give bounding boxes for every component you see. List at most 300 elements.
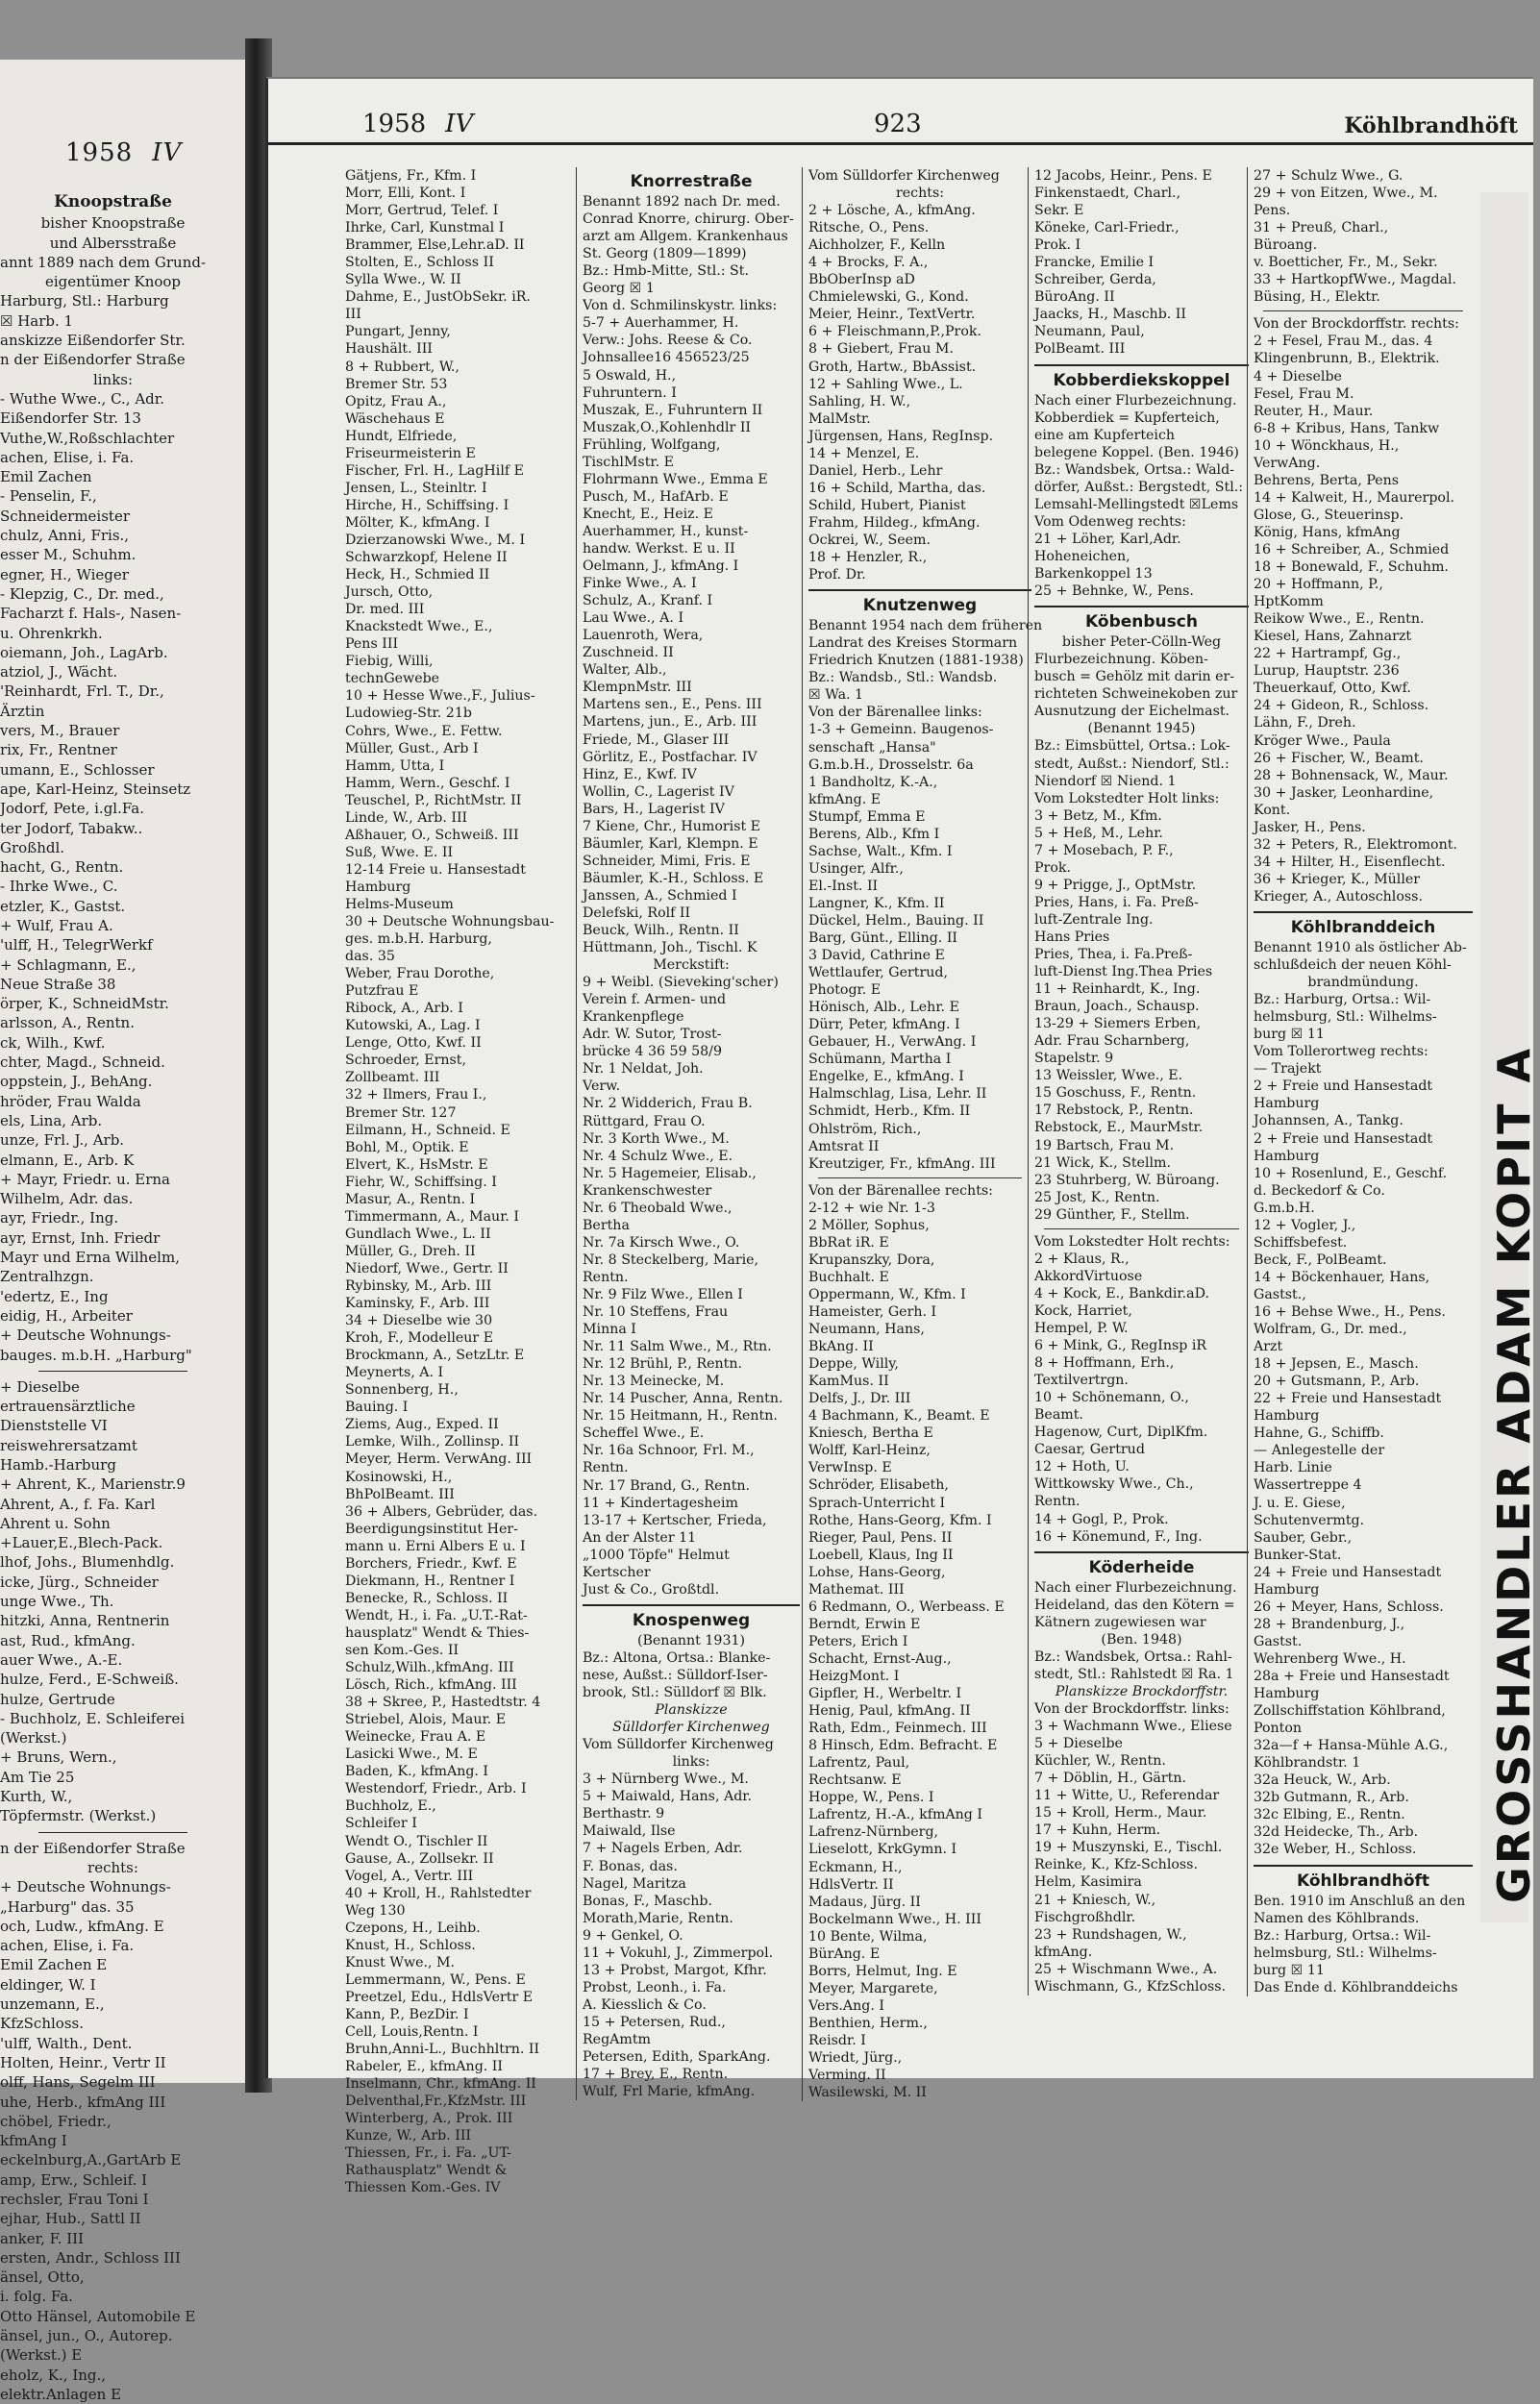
left-header-part: IV bbox=[152, 138, 183, 167]
directory-entry: Bz.: Harburg, Ortsa.: Wil- bbox=[1254, 992, 1431, 1008]
directory-entry: Aßhauer, O., Schweiß. III bbox=[345, 827, 519, 843]
directory-entry: Rybinsky, M., Arb. III bbox=[345, 1278, 492, 1294]
directory-entry: Niedorf, Wwe., Gertr. II bbox=[345, 1260, 509, 1276]
directory-entry: Harb. Linie bbox=[1254, 1460, 1332, 1476]
directory-entry: - Klepzig, C., Dr. med., bbox=[0, 584, 164, 603]
left-page-column bbox=[0, 185, 226, 2404]
directory-entry: 8 + Giebert, Frau M. bbox=[808, 341, 954, 358]
directory-entry: Mathemat. III bbox=[808, 1581, 905, 1598]
directory-entry: v. Boetticher, Fr., M., Sekr. bbox=[1254, 255, 1438, 271]
directory-entry: 24 + Gideon, R., Schloss. bbox=[1254, 698, 1429, 714]
directory-entry: Kurth, W., bbox=[0, 1788, 73, 1806]
directory-entry: Morath,Marie, Rentn. bbox=[583, 1910, 733, 1926]
directory-entry: - Ihrke Wwe., C. bbox=[0, 878, 118, 896]
street-divider bbox=[1034, 364, 1249, 366]
directory-entry: 5 + Maiwald, Hans, Adr. bbox=[583, 1789, 753, 1805]
directory-entry: 36 + Krieger, K., Müller bbox=[1254, 871, 1421, 887]
directory-entry: lhof, Johs., Blumenhdlg. bbox=[0, 1553, 175, 1572]
directory-entry: Rentn. bbox=[583, 1460, 629, 1476]
directory-entry: ☒ Harb. 1 bbox=[0, 311, 74, 330]
directory-entry: Sprach-Unterricht I bbox=[808, 1495, 946, 1511]
directory-entry: Meynerts, A. I bbox=[345, 1365, 444, 1381]
directory-entry: 11 + Reinhardt, K., Ing. bbox=[1034, 981, 1201, 998]
directory-entry: Jürgensen, Hans, RegInsp. bbox=[808, 428, 994, 444]
directory-entry: Nr. 13 Meinecke, M. bbox=[583, 1374, 725, 1390]
directory-entry: örper, K., SchneidMstr. bbox=[0, 995, 169, 1013]
directory-entry: luft-Dienst Ing.Thea Pries bbox=[1034, 964, 1213, 980]
directory-entry: Gastst., bbox=[1254, 1286, 1306, 1302]
directory-entry: 16 + Schild, Martha, das. bbox=[808, 480, 986, 496]
directory-entry: 5 Oswald, H., bbox=[583, 367, 677, 384]
directory-entry: brücke 4 36 59 58/9 bbox=[583, 1044, 722, 1060]
directory-entry: Sauber, Gebr., bbox=[1254, 1529, 1353, 1546]
directory-entry: ck, Wilh., Kwf. bbox=[0, 1033, 106, 1052]
directory-entry: Cohrs, Wwe., E. Fettw. bbox=[345, 723, 503, 739]
directory-entry: eidig, H., Arbeiter bbox=[0, 1306, 133, 1325]
directory-entry: Jasker, H., Pens. bbox=[1254, 819, 1366, 835]
directory-entry: VerwInsp. E bbox=[808, 1460, 892, 1476]
directory-entry: nese, Außst.: Sülldorf-Iser- bbox=[583, 1667, 768, 1683]
directory-entry: Hüttmann, Joh., Tischl. K bbox=[583, 940, 758, 956]
directory-entry: Beamt. bbox=[1034, 1407, 1083, 1424]
directory-entry: elmann, E., Arb. K bbox=[0, 1151, 135, 1169]
directory-entry: Kreutziger, Fr., kfmAng. III bbox=[808, 1155, 996, 1172]
directory-entry: Elvert, K., HsMstr. E bbox=[345, 1156, 488, 1173]
directory-entry: Helms-Museum bbox=[345, 896, 454, 912]
directory-entry: 23 Stuhrberg, W. Büroang. bbox=[1034, 1172, 1220, 1188]
directory-entry: Otto Hänsel, Automobile E bbox=[0, 2307, 196, 2325]
directory-entry: Wettlaufer, Gertrud, bbox=[808, 965, 948, 981]
directory-entry: 36 + Albers, Gebrüder, das. bbox=[345, 1503, 538, 1520]
directory-entry: Muszak,O.,Kohlenhdlr II bbox=[583, 419, 752, 435]
directory-entry: Das Ende d. Köhlbranddeichs bbox=[1254, 1979, 1458, 1995]
directory-entry: J. u. E. Giese, bbox=[1254, 1495, 1346, 1511]
directory-entry: St. Georg (1809—1899) bbox=[583, 246, 747, 262]
directory-entry: Pungart, Jenny, bbox=[345, 324, 451, 340]
directory-entry: Schild, Hubert, Pianist bbox=[808, 497, 966, 513]
directory-entry: 21 Wick, K., Stellm. bbox=[1034, 1154, 1171, 1171]
directory-entry: Borrs, Helmut, Ing. E bbox=[808, 1963, 957, 1979]
directory-entry: Delfs, J., Dr. III bbox=[808, 1391, 911, 1407]
directory-entry: Nr. 16a Schnoor, Frl. M., bbox=[583, 1443, 755, 1459]
directory-entry: 28 + Bohnensack, W., Maur. bbox=[1254, 767, 1449, 783]
directory-entry: +Lauer,E.,Blech-Pack. bbox=[0, 1534, 163, 1552]
directory-entry: Schacht, Ernst-Aug., bbox=[808, 1650, 952, 1667]
directory-entry: G.m.b.H. bbox=[1254, 1200, 1315, 1216]
directory-entry: 2 + Lösche, A., kfmAng. bbox=[808, 203, 976, 219]
directory-entry: Pens. bbox=[1254, 203, 1291, 219]
directory-entry: amp, Erw., Schleif. I bbox=[0, 2170, 148, 2189]
header-part: IV bbox=[445, 110, 474, 138]
directory-entry: + Deutsche Wohnungs- bbox=[0, 1878, 171, 1896]
directory-entry: KlempnMstr. III bbox=[583, 680, 692, 696]
directory-entry: 32e Weber, H., Schloss. bbox=[1254, 1842, 1417, 1858]
directory-entry: ☒ Wa. 1 bbox=[808, 687, 864, 704]
directory-entry: oiemann, Joh., LagArb. bbox=[0, 643, 168, 661]
directory-entry: Suß, Wwe. E. II bbox=[345, 844, 454, 860]
directory-entry: Martens, jun., E., Arb. III bbox=[583, 714, 758, 731]
directory-entry: Janssen, A., Schmied I bbox=[583, 887, 737, 904]
column-5 bbox=[1247, 167, 1473, 1996]
directory-entry: auer Wwe., A.-E. bbox=[0, 1650, 123, 1669]
directory-entry: Bauing. I bbox=[345, 1400, 409, 1416]
directory-entry: Lemmermann, W., Pens. E bbox=[345, 1971, 526, 1988]
plan-note: Planskizze bbox=[655, 1702, 728, 1719]
directory-entry: Ockrei, W., Seem. bbox=[808, 532, 931, 548]
directory-entry: Vogel, A., Vertr. III bbox=[345, 1868, 474, 1884]
directory-entry: senschaft „Hansa" bbox=[808, 739, 936, 756]
directory-entry: Benthien, Herm., bbox=[808, 2015, 928, 2031]
directory-entry: 17 + Brey, E., Rentn. bbox=[583, 2067, 729, 2083]
directory-entry: richteten Schweinekoben zur bbox=[1034, 686, 1238, 703]
directory-entry: Meyer, Herm. VerwAng. III bbox=[345, 1451, 533, 1468]
directory-entry: 6 Redmann, O., Werbeass. E bbox=[808, 1599, 1005, 1615]
directory-entry: hausplatz" Wendt & Thies- bbox=[345, 1624, 530, 1641]
directory-entry: 'ulff, H., TelegrWerkf bbox=[0, 936, 153, 954]
directory-entry: 32d Heidecke, Th., Arb. bbox=[1254, 1824, 1419, 1841]
directory-entry: + Wulf, Frau A. bbox=[0, 916, 113, 934]
directory-entry: Ludowieg-Str. 21b bbox=[345, 706, 472, 722]
directory-entry: ersten, Andr., Schloss III bbox=[0, 2248, 181, 2267]
directory-entry: Delefski, Rolf II bbox=[583, 905, 691, 921]
directory-entry: 8 Hinsch, Edm. Befracht. E bbox=[808, 1738, 998, 1754]
directory-entry: Fischer, Frl. H., LagHilf E bbox=[345, 462, 524, 479]
directory-entry: Fiebig, Willi, bbox=[345, 654, 434, 670]
directory-entry: Finkenstaedt, Charl., bbox=[1034, 186, 1181, 202]
directory-entry: Mayr und Erna Wilhelm, bbox=[0, 1249, 180, 1267]
directory-entry: Pens III bbox=[345, 636, 399, 653]
directory-entry: kfmAng. E bbox=[808, 791, 882, 807]
directory-entry: kfmAng. bbox=[1034, 1944, 1093, 1960]
directory-entry: Vers.Ang. I bbox=[808, 1997, 884, 2014]
directory-entry: 25 Jost, K., Rentn. bbox=[1034, 1189, 1160, 1205]
directory-entry: Nach einer Flurbezeichnung. bbox=[1034, 392, 1237, 409]
directory-entry: 5-7 + Auerhammer, H. bbox=[583, 315, 739, 332]
directory-entry: Helm, Kasimira bbox=[1034, 1874, 1142, 1891]
directory-entry: Mölter, K., kfmAng. I bbox=[345, 514, 490, 531]
directory-entry: Lemke, Wilh., Zollinsp. II bbox=[345, 1434, 520, 1450]
directory-entry: Haushält. III bbox=[345, 341, 433, 358]
header-year-value: 1958 bbox=[362, 110, 427, 138]
directory-entry: 7 + Döblin, H., Gärtn. bbox=[1034, 1771, 1186, 1787]
directory-entry: Hamburg bbox=[1254, 1148, 1320, 1164]
directory-entry: dörfer, Außst.: Bergstedt, Stl.: bbox=[1034, 479, 1244, 495]
directory-entry: 12 + Vogler, J., bbox=[1254, 1217, 1356, 1233]
directory-entry: - Buchholz, E. Schleiferei bbox=[0, 1709, 186, 1727]
directory-entry: hulze, Ferd., E-Schweiß. bbox=[0, 1671, 179, 1689]
directory-entry: Minna I bbox=[583, 1322, 636, 1338]
directory-entry: Sylla Wwe., W. II bbox=[345, 272, 461, 288]
directory-entry: Vom Sülldorfer Kirchenweg bbox=[583, 1737, 774, 1753]
margin-stamp bbox=[1480, 192, 1540, 1922]
directory-entry: belegene Koppel. (Ben. 1946) bbox=[1034, 444, 1239, 460]
directory-entry: Bz.: Eimsbüttel, Ortsa.: Lok- bbox=[1034, 738, 1230, 755]
directory-entry: hitzki, Anna, Rentnerin bbox=[0, 1612, 170, 1630]
directory-entry: Opitz, Frau A., bbox=[345, 393, 447, 409]
directory-entry: Morr, Elli, Kont. I bbox=[345, 186, 466, 202]
directory-entry: Emil Zachen E bbox=[0, 1956, 108, 1974]
directory-entry: Friedrich Knutzen (1881-1938) bbox=[808, 653, 1024, 669]
directory-entry: Rentn. bbox=[1034, 1494, 1080, 1510]
directory-entry: Zuschneid. II bbox=[583, 645, 674, 661]
directory-entry: Arzt bbox=[1254, 1339, 1283, 1355]
directory-entry: Hamburg bbox=[1254, 1686, 1320, 1702]
directory-entry: Johnsallee16 456523/25 bbox=[583, 350, 750, 366]
directory-entry: Wischmann, G., KfzSchloss. bbox=[1034, 1978, 1227, 1995]
directory-entry: Harburg, Stl.: Harburg bbox=[0, 292, 169, 310]
directory-entry: ayr, Friedr., Ing. bbox=[0, 1209, 119, 1227]
directory-entry: + Deutsche Wohnungs- bbox=[0, 1326, 171, 1345]
directory-entry: Knust Wwe., M. bbox=[345, 1954, 456, 1970]
directory-entry: Sahling, H. W., bbox=[808, 393, 911, 409]
directory-entry: Oppermann, W., Kfm. I bbox=[808, 1286, 966, 1302]
directory-entry: Schleifer I bbox=[345, 1816, 417, 1832]
directory-entry: Kont. bbox=[1254, 802, 1291, 818]
directory-entry: III bbox=[345, 307, 361, 323]
directory-entry: Dürr, Peter, kfmAng. I bbox=[808, 1017, 960, 1033]
directory-entry: Lau Wwe., A. I bbox=[583, 610, 684, 627]
directory-entry: Kiesel, Hans, Zahnarzt bbox=[1254, 629, 1412, 645]
directory-entry: busch = Gehölz mit darin er- bbox=[1034, 669, 1235, 685]
directory-entry: Winterberg, A., Prok. III bbox=[345, 2111, 513, 2127]
directory-entry: 11 + Vokuhl, J., Zimmerpol. bbox=[583, 1945, 774, 1961]
directory-entry: 5 + Dieselbe bbox=[1034, 1736, 1123, 1752]
directory-entry: Behrens, Berta, Pens bbox=[1254, 472, 1400, 488]
directory-entry: HptKomm bbox=[1254, 594, 1324, 610]
directory-entry: Jursch, Otto, bbox=[345, 584, 434, 601]
directory-entry: Ribock, A., Arb. I bbox=[345, 1001, 463, 1017]
directory-entry: egner, H., Wieger bbox=[0, 565, 129, 583]
directory-entry: HeizgMont. I bbox=[808, 1668, 900, 1684]
directory-entry: Delventhal,Fr.,KfzMstr. III bbox=[345, 2094, 527, 2110]
directory-entry: Eilmann, H., Schneid. E bbox=[345, 1122, 510, 1138]
directory-entry: Knust, H., Schloss. bbox=[345, 1937, 476, 1953]
directory-entry: Lenge, Otto, Kwf. II bbox=[345, 1035, 482, 1052]
directory-entry: Facharzt f. Hals-, Nasen- bbox=[0, 605, 182, 623]
directory-entry: Bonas, F., Maschb. bbox=[583, 1893, 712, 1909]
directory-entry: Just & Co., Großtdl. bbox=[583, 1581, 720, 1598]
directory-entry: 22 + Hartrampf, Gg., bbox=[1254, 646, 1402, 662]
directory-entry: änsel, jun., O., Autorep. bbox=[0, 2327, 173, 2345]
directory-entry: An der Alster 11 bbox=[583, 1529, 697, 1546]
directory-entry: Benannt 1954 nach dem früheren bbox=[808, 618, 1043, 634]
directory-entry: 22 + Freie und Hansestadt bbox=[1254, 1391, 1442, 1407]
directory-entry: Kunze, W., Arb. III bbox=[345, 2128, 472, 2144]
directory-entry: hröder, Frau Walda bbox=[0, 1092, 141, 1110]
directory-entry: Schümann, Martha I bbox=[808, 1052, 952, 1068]
column-4 bbox=[1028, 167, 1249, 1995]
left-page bbox=[0, 60, 245, 2403]
directory-entry: ejhar, Hub., Sattl II bbox=[0, 2210, 141, 2228]
directory-entry: hulze, Gertrude bbox=[0, 1690, 115, 1708]
directory-entry: i. folg. Fa. bbox=[0, 2288, 73, 2306]
directory-entry: + Bruns, Wern., bbox=[0, 1748, 117, 1767]
directory-entry: Hempel, P. W. bbox=[1034, 1321, 1129, 1336]
directory-entry: Küchler, W., Rentn. bbox=[1034, 1753, 1166, 1770]
directory-entry: Zentralhzgn. bbox=[0, 1268, 94, 1286]
directory-entry: Rath, Edm., Feinmech. III bbox=[808, 1721, 987, 1737]
directory-entry: Kobberdiek = Kupferteich, bbox=[1034, 409, 1220, 426]
directory-entry: — Trajekt bbox=[1254, 1061, 1322, 1078]
directory-entry: Wäschehaus E bbox=[345, 410, 445, 427]
directory-entry: Hamburg bbox=[345, 879, 411, 895]
directory-entry: 6-8 + Kribus, Hans, Tankw bbox=[1254, 420, 1440, 436]
directory-entry: elektr.Anlagen E bbox=[0, 2385, 122, 2403]
street-heading: Knospenweg bbox=[632, 1610, 751, 1630]
directory-entry: Meyer, Margarete, bbox=[808, 1980, 938, 1996]
directory-entry: Bz.: Harburg, Ortsa.: Wil- bbox=[1254, 1927, 1431, 1944]
directory-entry: 32a Heuck, W., Arb. bbox=[1254, 1772, 1391, 1789]
directory-entry: Textilvertrgn. bbox=[1034, 1373, 1129, 1389]
directory-entry: 1 Bandholtz, K.-A., bbox=[808, 774, 938, 790]
street-divider bbox=[583, 1604, 800, 1606]
directory-entry: technGewebe bbox=[345, 671, 440, 687]
directory-entry: Barg, Günt., Elling. II bbox=[808, 930, 958, 947]
directory-entry: 20 + Hoffmann, P., bbox=[1254, 577, 1383, 593]
directory-entry: - Wuthe Wwe., C., Adr. bbox=[0, 389, 165, 408]
street-heading: Knoopstraße bbox=[54, 192, 172, 211]
directory-entry: Gipfler, H., Werbeltr. I bbox=[808, 1686, 962, 1702]
directory-entry: Wulf, Frl Marie, kfmAng. bbox=[583, 2084, 756, 2100]
directory-entry: 12-14 Freie u. Hansestadt bbox=[345, 861, 526, 878]
directory-entry: Rüttgard, Frau O. bbox=[583, 1113, 706, 1129]
directory-entry: G.m.b.H., Drosselstr. 6a bbox=[808, 756, 974, 773]
directory-entry: Schmidt, Herb., Kfm. II bbox=[808, 1103, 971, 1120]
directory-entry: Rothe, Hans-Georg, Kfm. I bbox=[808, 1512, 992, 1528]
directory-entry: oppstein, J., BehAng. bbox=[0, 1073, 153, 1091]
directory-entry: Reinke, K., Kfz-Schloss. bbox=[1034, 1857, 1198, 1873]
directory-entry: Peters, Erich I bbox=[808, 1633, 908, 1649]
directory-entry: d. Beckedorf & Co. bbox=[1254, 1182, 1385, 1199]
directory-entry: Weinecke, Frau A. E bbox=[345, 1729, 486, 1746]
directory-entry: vers, M., Brauer bbox=[0, 722, 120, 740]
directory-entry: Heck, H., Schmied II bbox=[345, 567, 490, 583]
directory-entry: Cell, Louis,Rentn. I bbox=[345, 2024, 479, 2041]
directory-entry: Neumann, Hans, bbox=[808, 1322, 925, 1338]
directory-entry: Wendt O., Tischler II bbox=[345, 1833, 488, 1849]
directory-entry: Auerhammer, H., kunst- bbox=[583, 523, 749, 539]
directory-entry: Ahrent, A., f. Fa. Karl bbox=[0, 1495, 156, 1513]
directory-entry: BkAng. II bbox=[808, 1339, 874, 1355]
directory-entry: Reikow Wwe., E., Rentn. bbox=[1254, 611, 1425, 628]
directory-entry: Jensen, L., Steinltr. I bbox=[345, 480, 487, 496]
directory-entry: F. Bonas, das. bbox=[583, 1858, 678, 1874]
street-heading: Kobberdiekskoppel bbox=[1053, 370, 1230, 390]
directory-entry: Fiehr, W., Schiffsing. I bbox=[345, 1174, 497, 1190]
directory-entry: u. Ohrenkrkh. bbox=[0, 624, 103, 642]
directory-entry: Kock, Harriet, bbox=[1034, 1302, 1132, 1319]
directory-entry: Landrat des Kreises Stormarn bbox=[808, 635, 1018, 652]
directory-entry: Baden, K., kfmAng. I bbox=[345, 1764, 489, 1780]
directory-entry: n der Eißendorfer Straße bbox=[0, 351, 186, 369]
directory-entry: schlußdeich der neuen Köhl- bbox=[1254, 957, 1452, 974]
directory-entry: helmsburg, Stl.: Wilhelms- bbox=[1254, 1009, 1437, 1026]
centered-note: links: bbox=[92, 370, 134, 388]
directory-entry: eine am Kupferteich bbox=[1034, 427, 1176, 443]
directory-entry: Wolff, Karl-Heinz, bbox=[808, 1443, 931, 1459]
directory-entry: 30 + Deutsche Wohnungsbau- bbox=[345, 914, 555, 930]
directory-entry: Putzfrau E bbox=[345, 983, 419, 1000]
centered-note: eigentümer Knoop bbox=[44, 273, 182, 291]
directory-entry: hacht, G., Rentn. bbox=[0, 858, 124, 877]
directory-entry: Nach einer Flurbezeichnung. bbox=[1034, 1579, 1237, 1596]
centered-note: rechts: bbox=[87, 1858, 138, 1876]
directory-entry: atziol, J., Wächt. bbox=[0, 663, 118, 682]
directory-entry: Thiessen Kom.-Ges. IV bbox=[345, 2180, 501, 2196]
directory-entry: ayr, Ernst, Inh. Friedr bbox=[0, 1228, 161, 1247]
directory-entry: Berens, Alb., Kfm I bbox=[808, 826, 940, 842]
directory-entry: Hoppe, W., Pens. I bbox=[808, 1790, 934, 1806]
centered-note: und Albersstraße bbox=[49, 234, 177, 252]
centered-note: (Benannt 1931) bbox=[636, 1632, 746, 1648]
directory-entry: Von der Brockdorffstr. links: bbox=[1034, 1700, 1230, 1717]
directory-entry: burg ☒ 11 bbox=[1254, 1027, 1325, 1043]
directory-entry: anskizze Eißendorfer Str. bbox=[0, 332, 186, 350]
directory-entry: 13-17 + Kertscher, Frieda, bbox=[583, 1512, 767, 1528]
directory-entry: Hameister, Gerh. I bbox=[808, 1304, 937, 1320]
directory-entry: Georg ☒ 1 bbox=[583, 281, 655, 297]
directory-entry: rix, Fr., Rentner bbox=[0, 741, 117, 759]
directory-entry: 4 + Dieselbe bbox=[1254, 368, 1342, 384]
directory-entry: BürAng. E bbox=[808, 1946, 881, 1962]
directory-entry: Finke Wwe., A. I bbox=[583, 576, 697, 592]
directory-entry: Stolten, E., Schloss II bbox=[345, 255, 494, 271]
directory-entry: Sachse, Walt., Kfm. I bbox=[808, 843, 953, 859]
directory-entry: + Mayr, Friedr. u. Erna bbox=[0, 1170, 171, 1188]
directory-entry: Bunker-Stat. bbox=[1254, 1547, 1342, 1563]
directory-entry: Caesar, Gertrud bbox=[1034, 1442, 1145, 1458]
directory-entry: 34 + Dieselbe wie 30 bbox=[345, 1313, 493, 1329]
directory-entry: Schulz, A., Kranf. I bbox=[583, 593, 713, 609]
directory-entry: Verw. bbox=[583, 1078, 621, 1095]
directory-entry: Köhlbrandstr. 1 bbox=[1254, 1755, 1361, 1772]
directory-entry: VerwAng. bbox=[1254, 455, 1321, 471]
directory-entry: Hinz, E., Kwf. IV bbox=[583, 766, 697, 782]
directory-entry: Nr. 11 Salm Wwe., M., Rtn. bbox=[583, 1339, 772, 1355]
directory-entry: Vuthe,W.,Roßschlachter bbox=[0, 429, 175, 447]
page-number: 923 bbox=[874, 110, 922, 138]
directory-entry: 14 + Menzel, E. bbox=[808, 445, 920, 461]
directory-entry: Lohse, Hans-Georg, bbox=[808, 1564, 946, 1580]
directory-entry: Rebstock, E., MaurMstr. bbox=[1034, 1120, 1204, 1136]
directory-entry: Conrad Knorre, chirurg. Ober- bbox=[583, 211, 794, 228]
directory-entry: Berndt, Erwin E bbox=[808, 1616, 921, 1632]
directory-entry: Walter, Alb., bbox=[583, 662, 667, 679]
left-page-header bbox=[65, 138, 182, 167]
directory-entry: 12 + Hoth, U. bbox=[1034, 1459, 1130, 1475]
directory-entry: Deppe, Willy, bbox=[808, 1356, 899, 1373]
directory-entry: 10 + Schönemann, O., bbox=[1034, 1390, 1189, 1406]
directory-entry: 2 + Freie und Hansestadt bbox=[1254, 1078, 1433, 1095]
directory-entry: Krankenpflege bbox=[583, 1009, 684, 1026]
directory-entry: Glose, G., Steuerinsp. bbox=[1254, 507, 1404, 523]
directory-entry: Bruhn,Anni-L., Buchhltrn. II bbox=[345, 2042, 540, 2058]
directory-entry: sen Kom.-Ges. II bbox=[345, 1642, 460, 1658]
column-1 bbox=[345, 167, 566, 2196]
directory-entry: Lafrenz-Nürnberg, bbox=[808, 1824, 939, 1841]
directory-entry: Vom Sülldorfer Kirchenweg bbox=[808, 168, 1000, 184]
directory-entry: 25 + Wischmann Wwe., A. bbox=[1034, 1961, 1218, 1977]
directory-entry: Amtsrat II bbox=[808, 1138, 880, 1154]
street-divider bbox=[1034, 606, 1249, 607]
directory-entry: 32 + Ilmers, Frau I., bbox=[345, 1087, 487, 1103]
directory-entry: 29 + von Eitzen, Wwe., M. bbox=[1254, 186, 1438, 202]
section-divider bbox=[1044, 1228, 1239, 1229]
directory-entry: 2 Möller, Sophus, bbox=[808, 1217, 930, 1233]
directory-entry: RegAmtm bbox=[583, 2031, 652, 2047]
directory-entry: 21 + Löher, Karl,Adr. bbox=[1034, 531, 1181, 547]
directory-entry: 18 + Henzler, R., bbox=[808, 550, 928, 566]
